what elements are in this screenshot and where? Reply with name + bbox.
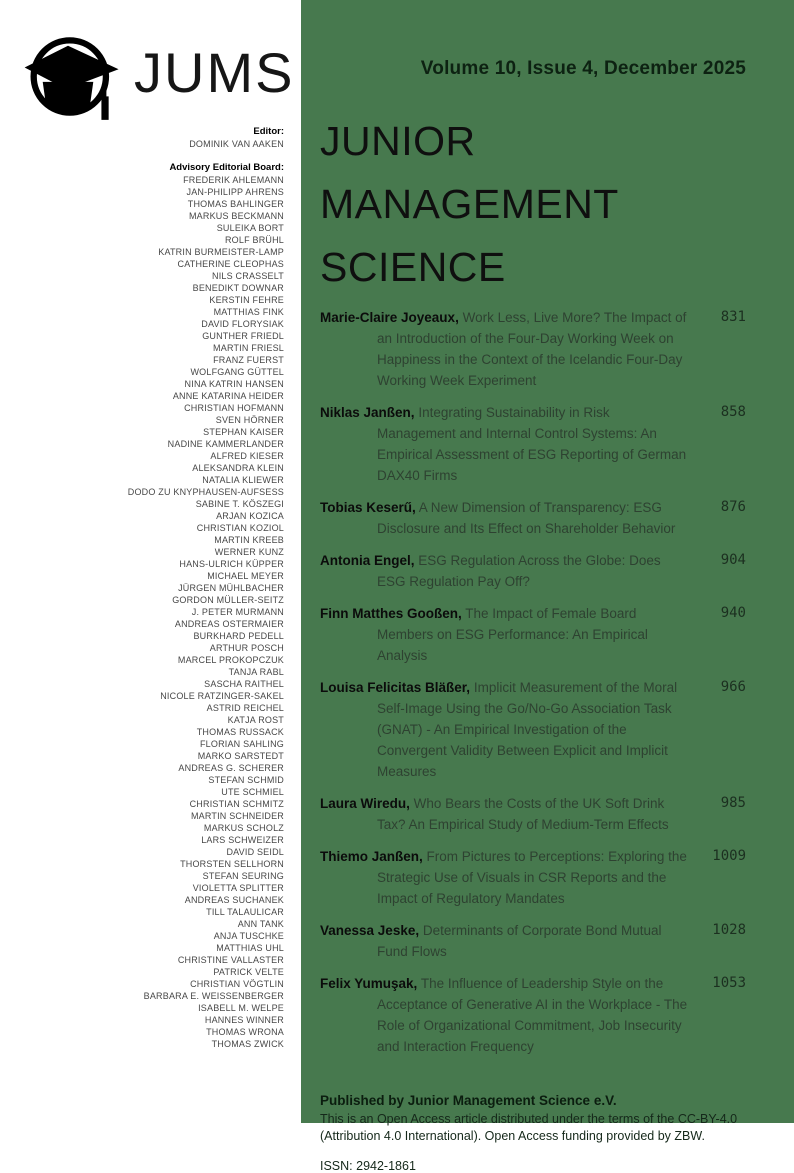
- board-member: MARTIN FRIESL: [213, 343, 284, 353]
- board-member: J. PETER MURMANN: [191, 607, 284, 617]
- board-member: TANJA RABL: [228, 667, 284, 677]
- toc-entry: [320, 793, 746, 835]
- issn: ISSN: 2942-1861: [320, 1159, 416, 1173]
- journal-title-line: JUNIOR: [320, 118, 476, 164]
- toc-entry: [320, 920, 746, 962]
- board-member: BURKHARD PEDELL: [193, 631, 284, 641]
- board-member: CHRISTIAN KOZIOL: [196, 523, 284, 533]
- board-member: ALFRED KIESER: [210, 451, 284, 461]
- toc-title: From Pictures to Perceptions: Exploring the Strategic Use of Visuals in CSR Reports and the Impact of Regulatory Mandates: [377, 849, 687, 906]
- board-member: GORDON MÜLLER-SEITZ: [172, 595, 284, 605]
- toc-page-number: 831: [720, 309, 746, 325]
- board-member: ANDREAS SUCHANEK: [184, 895, 284, 905]
- toc-entry-text: [320, 973, 692, 1057]
- toc-entry-text: [320, 307, 692, 391]
- toc-page-number: 1028: [712, 922, 746, 938]
- board-member: MARTIN SCHNEIDER: [190, 811, 284, 821]
- board-member: LARS SCHWEIZER: [201, 835, 284, 845]
- board-member: ANNE KATARINA HEIDER: [172, 391, 284, 401]
- license-text: [320, 1111, 746, 1145]
- toc-authors: Niklas Janßen,: [320, 405, 415, 420]
- toc-title: Work Less, Live More? The Impact of an Introduction of the Four-Day Working Week on Happiness in the Context of the Icelandic Four-Day Working Week Experiment: [377, 310, 687, 388]
- toc-page-number: 858: [720, 404, 746, 420]
- toc-entry-text: [320, 846, 692, 909]
- toc-entry-text: [320, 550, 692, 592]
- toc-entry: [320, 846, 746, 909]
- footer: [320, 1093, 746, 1173]
- toc-authors: Tobias Keserű,: [320, 500, 416, 515]
- board-member: HANNES WINNER: [204, 1015, 284, 1025]
- board-member: VIOLETTA SPLITTER: [192, 883, 284, 893]
- board-member: TILL TALAULICAR: [206, 907, 284, 917]
- toc-entry: [320, 550, 746, 592]
- board-member: BENEDIKT DOWNAR: [192, 283, 284, 293]
- toc-authors: Marie-Claire Joyeaux,: [320, 310, 459, 325]
- board-member: SASCHA RAITHEL: [204, 679, 284, 689]
- toc-entry: [320, 677, 746, 782]
- toc-entry-text: [320, 677, 692, 782]
- toc-title: Determinants of Corporate Bond Mutual Fund Flows: [377, 923, 662, 959]
- board-member: MARTIN KREEB: [214, 535, 284, 545]
- toc-entry-text: [320, 497, 692, 539]
- toc-entry: [320, 402, 746, 486]
- license-line-2: (Attribution 4.0 International). Open Access funding provided by ZBW.: [320, 1129, 705, 1143]
- toc-authors: Vanessa Jeske,: [320, 923, 420, 938]
- board-member: ARTHUR POSCH: [209, 643, 284, 653]
- board-member: FLORIAN SAHLING: [199, 739, 284, 749]
- board-member: FREDERIK AHLEMANN: [183, 175, 284, 185]
- green-panel: [301, 0, 794, 1173]
- toc-title: Integrating Sustainability in Risk Management and Internal Control Systems: An Empirical Assessment of ESG Reporting of German DAX40 Firms: [377, 405, 687, 483]
- board-member: KERSTIN FEHRE: [209, 295, 284, 305]
- journal-title: [320, 110, 746, 299]
- toc-title: Who Bears the Costs of the UK Soft Drink Tax? An Empirical Study of Medium-Term Effects: [377, 796, 669, 832]
- board-member: WERNER KUNZ: [214, 547, 284, 557]
- board-member-list: [0, 174, 284, 1050]
- board-member: ASTRID REICHEL: [206, 703, 284, 713]
- board-member: WOLFGANG GÜTTEL: [190, 367, 284, 377]
- board-member: BARBARA E. WEISSENBERGER: [143, 991, 284, 1001]
- toc-authors: Laura Wiredu,: [320, 796, 410, 811]
- graduation-cap-icon: [12, 22, 124, 122]
- toc-authors: Thiemo Janßen,: [320, 849, 423, 864]
- board-member: ANDREAS G. SCHERER: [178, 763, 284, 773]
- board-member: ANDREAS OSTERMAIER: [174, 619, 284, 629]
- board-member: MARKO SARSTEDT: [197, 751, 284, 761]
- board-member: CATHERINE CLEOPHAS: [177, 259, 284, 269]
- board-member: MATTHIAS UHL: [216, 943, 284, 953]
- journal-title-line: MANAGEMENT: [320, 181, 619, 227]
- board-member: CHRISTIAN SCHMITZ: [189, 799, 284, 809]
- toc-page-number: 985: [720, 795, 746, 811]
- journal-title-lines: [320, 110, 746, 299]
- board-member: ANN TANK: [237, 919, 284, 929]
- board-member: MICHAEL MEYER: [207, 571, 284, 581]
- board-member: KATJA ROST: [227, 715, 284, 725]
- board-member: GUNTHER FRIEDL: [202, 331, 284, 341]
- board-member: ANJA TUSCHKE: [213, 931, 284, 941]
- toc-title: The Influence of Leadership Style on the Acceptance of Generative AI in the Workplace - The Role of Organizational Commitment, Job Insecurity and Interaction Frequency: [377, 976, 688, 1054]
- toc-entry-text: [320, 920, 692, 962]
- board-member: MARCEL PROKOPCZUK: [177, 655, 284, 665]
- issue-line: Volume 10, Issue 4, December 2025: [420, 58, 746, 79]
- board-member: CHRISTIAN HOFMANN: [184, 403, 284, 413]
- toc-entry-text: [320, 603, 692, 666]
- board-heading: Advisory Editorial Board:: [169, 162, 284, 173]
- journal-title-line: SCIENCE: [320, 244, 506, 290]
- editor-heading: Editor:: [253, 126, 284, 137]
- board-member: ISABELL M. WELPE: [198, 1003, 284, 1013]
- board-member: FRANZ FUERST: [213, 355, 284, 365]
- toc-entry-text: [320, 793, 692, 835]
- board-member: MARKUS SCHOLZ: [203, 823, 284, 833]
- board-member: SULEIKA BORT: [216, 223, 284, 233]
- toc-entry: [320, 603, 746, 666]
- board-member: JAN-PHILIPP AHRENS: [186, 187, 284, 197]
- board-member: CHRISTIAN VÖGTLIN: [190, 979, 284, 989]
- toc-page-number: 904: [720, 552, 746, 568]
- board-member: THOMAS ZWICK: [211, 1039, 284, 1049]
- toc-page-number: 1009: [712, 848, 746, 864]
- board-member: DAVID SEIDL: [226, 847, 284, 857]
- editor-name: DOMINIK VAN AAKEN: [189, 139, 284, 149]
- board-member: THOMAS WRONA: [206, 1027, 284, 1037]
- toc-authors: Felix Yumuşak,: [320, 976, 418, 991]
- toc-entry: [320, 307, 746, 391]
- toc-entry: [320, 973, 746, 1057]
- board-member: MARKUS BECKMANN: [188, 211, 284, 221]
- board-member: THOMAS RUSSACK: [196, 727, 284, 737]
- board-member: NINA KATRIN HANSEN: [184, 379, 284, 389]
- toc-title: The Impact of Female Board Members on ESG Performance: An Empirical Analysis: [377, 606, 648, 663]
- toc-page-number: 940: [720, 605, 746, 621]
- board-member: NICOLE RATZINGER-SAKEL: [160, 691, 284, 701]
- board-member: ARJAN KOZICA: [216, 511, 284, 521]
- board-member: UTE SCHMIEL: [221, 787, 284, 797]
- board-member: PATRICK VELTE: [213, 967, 284, 977]
- advisory-board-block: [0, 162, 301, 1050]
- board-member: KATRIN BURMEISTER-LAMP: [158, 247, 284, 257]
- board-member: STEFAN SEURING: [202, 871, 284, 881]
- board-member: STEPHAN KAISER: [203, 427, 284, 437]
- published-by: Published by Junior Management Science e.V.: [320, 1093, 617, 1108]
- board-member: NADINE KAMMERLANDER: [167, 439, 284, 449]
- board-member: CHRISTINE VALLASTER: [177, 955, 284, 965]
- editor-block: [0, 126, 301, 150]
- logo-text: JUMS: [134, 40, 295, 104]
- toc-entry-text: [320, 402, 692, 486]
- board-member: DODO ZU KNYPHAUSEN-AUFSESS: [127, 487, 284, 497]
- board-member: ALEKSANDRA KLEIN: [192, 463, 284, 473]
- toc-page-number: 966: [720, 679, 746, 695]
- board-member: THOMAS BAHLINGER: [187, 199, 284, 209]
- toc-page-number: 876: [720, 499, 746, 515]
- toc-authors: Louisa Felicitas Bläßer,: [320, 680, 471, 695]
- board-member: SABINE T. KÖSZEGI: [195, 499, 284, 509]
- left-column: [0, 0, 301, 1123]
- toc-entry: [320, 497, 746, 539]
- board-member: NILS CRASSELT: [212, 271, 284, 281]
- board-member: MATTHIAS FINK: [213, 307, 284, 317]
- toc-title: A New Dimension of Transparency: ESG Disclosure and Its Effect on Shareholder Behavior: [377, 500, 676, 536]
- board-member: STEFAN SCHMID: [208, 775, 284, 785]
- board-member: THORSTEN SELLHORN: [180, 859, 284, 869]
- table-of-contents: [320, 307, 746, 1057]
- toc-page-number: 1053: [712, 975, 746, 991]
- board-member: NATALIA KLIEWER: [202, 475, 284, 485]
- license-line-1: This is an Open Access article distributed under the terms of the CC-BY-4.0: [320, 1112, 738, 1126]
- toc-title: Implicit Measurement of the Moral Self-Image Using the Go/No-Go Association Task (GNAT) - An Empirical Investigation of the Convergent Validity Between Explicit and Implicit Measures: [377, 680, 678, 779]
- board-member: ROLF BRÜHL: [224, 235, 284, 245]
- board-member: SVEN HÖRNER: [215, 415, 284, 425]
- toc-authors: Antonia Engel,: [320, 553, 415, 568]
- board-member: HANS-ULRICH KÜPPER: [179, 559, 284, 569]
- jums-logo: [12, 22, 301, 122]
- toc-title: ESG Regulation Across the Globe: Does ESG Regulation Pay Off?: [377, 553, 661, 589]
- board-member: JÜRGEN MÜHLBACHER: [178, 583, 284, 593]
- board-member: DAVID FLORYSIAK: [201, 319, 284, 329]
- toc-authors: Finn Matthes Gooßen,: [320, 606, 462, 621]
